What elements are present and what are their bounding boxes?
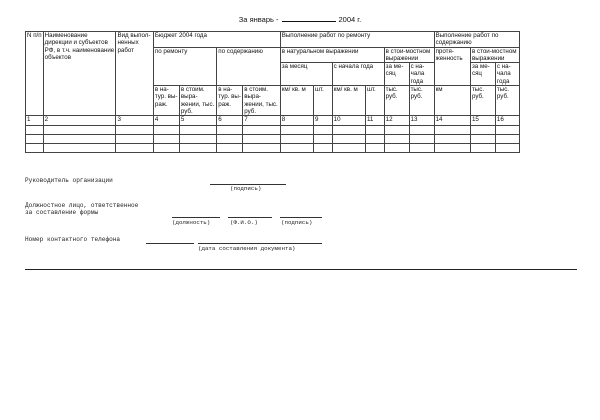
hdr-cost: в стои-мостном выражении [384, 47, 434, 63]
blank-row [26, 126, 520, 135]
official-label-line1: Должностное лицо, ответственное [25, 202, 139, 209]
col-num-10: 10 [332, 116, 365, 126]
unit-nat-2: в на-тур. вы-раж. [217, 86, 243, 116]
col-num-3: 3 [116, 116, 153, 126]
form-title [0, 14, 600, 24]
col-num-2: 2 [43, 116, 116, 126]
date-caption: (дата составления документа) [198, 245, 296, 252]
unit-pcs-1: шт. [313, 86, 332, 116]
hdr-maint-exec: Выполнение работ по содержанию [434, 32, 519, 48]
title-suffix: 2004 г. [338, 15, 362, 24]
official-signature-caption: (подпись) [281, 219, 313, 226]
unit-trub-2: тыс. руб. [409, 86, 434, 116]
title-blank-line [282, 14, 336, 22]
unit-trub-1: тыс. руб. [384, 86, 409, 116]
col-num-12: 12 [384, 116, 409, 126]
hdr-maint-ytd: с на-чала года [495, 63, 519, 86]
hdr-month: за месяц [280, 63, 332, 86]
hdr-budget: Бюджет 2004 года [153, 32, 280, 48]
hdr-num: N п/п [26, 32, 44, 116]
hdr-repair-exec: Выполнение работ по ремонту [280, 32, 434, 48]
hdr-ytd: с начала года [332, 63, 384, 86]
unit-km-sqm-2: км/ кв. м [332, 86, 365, 116]
unit-cost-1: в стоим. выра-жении, тыс. руб. [179, 86, 216, 116]
col-num-15: 15 [470, 116, 495, 126]
head-of-org-label: Руководитель организации [25, 177, 113, 184]
hdr-budget-maint: по содержанию [217, 47, 280, 85]
official-position-line [172, 217, 220, 218]
report-table [25, 31, 520, 153]
column-number-row [26, 116, 520, 126]
position-caption: (должность) [172, 219, 211, 226]
head-signature-caption: (подпись) [230, 185, 262, 192]
col-num-5: 5 [179, 116, 216, 126]
hdr-budget-repair: по ремонту [153, 47, 216, 85]
unit-trub-3: тыс. руб. [470, 86, 495, 116]
col-num-13: 13 [409, 116, 434, 126]
col-num-14: 14 [434, 116, 470, 126]
unit-km-sqm-1: км/ кв. м [280, 86, 313, 116]
col-num-7: 7 [243, 116, 280, 126]
unit-pcs-2: шт. [365, 86, 384, 116]
unit-nat-1: в на-тур. вы-раж. [153, 86, 179, 116]
hdr-name: Наименование дирекции и субъектов РФ, в т.ч. наименование объектов [43, 32, 116, 116]
official-signature-line [280, 217, 322, 218]
blank-row [26, 135, 520, 144]
col-num-8: 8 [280, 116, 313, 126]
date-line [198, 243, 322, 244]
bottom-rule [25, 269, 577, 270]
hdr-cost-month: за ме-сяц [384, 63, 409, 86]
col-num-4: 4 [153, 116, 179, 126]
blank-row [26, 144, 520, 153]
unit-km: км [434, 86, 470, 116]
hdr-maint-month: за ме-сяц [470, 63, 495, 86]
hdr-cost-ytd: с на-чала года [409, 63, 434, 86]
name-caption: (Ф.И.О.) [230, 219, 258, 226]
phone-line [146, 243, 194, 244]
official-name-line [228, 217, 272, 218]
unit-trub-4: тыс. руб. [495, 86, 519, 116]
col-num-9: 9 [313, 116, 332, 126]
col-num-6: 6 [217, 116, 243, 126]
col-num-16: 16 [495, 116, 519, 126]
hdr-extent: протя-женность [434, 47, 470, 85]
phone-label: Номер контактного телефона [25, 236, 121, 243]
hdr-kind: Вид выпол-ненных работ [116, 32, 153, 116]
hdr-natural: в натуральном выражении [280, 47, 384, 63]
hdr-maint-cost: в стои-мостном выражении [470, 47, 519, 63]
col-num-1: 1 [26, 116, 44, 126]
official-label-line2: за составление формы [25, 209, 99, 216]
col-num-11: 11 [365, 116, 384, 126]
unit-cost-2: в стоим. выра-жении, тыс. руб. [243, 86, 280, 116]
title-prefix: За январь - [238, 15, 279, 24]
